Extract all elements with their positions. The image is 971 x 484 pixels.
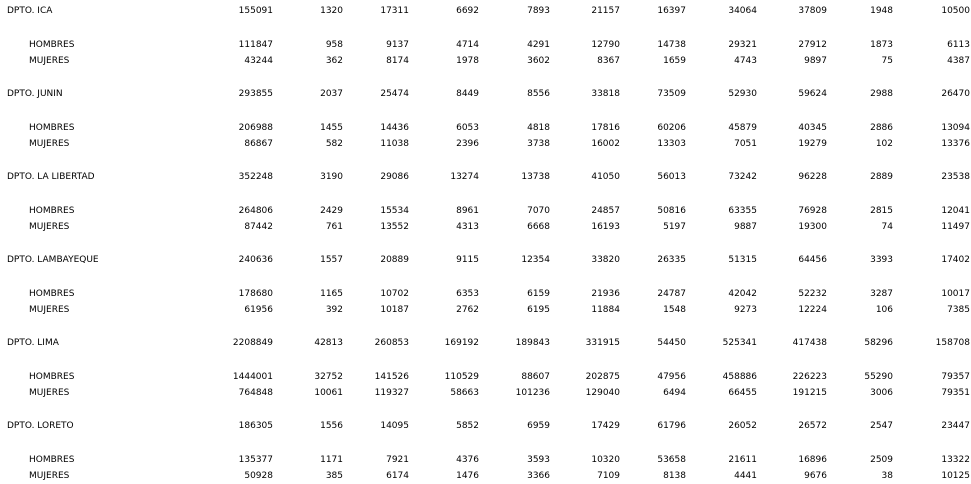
value-cell: 42042 xyxy=(728,289,757,299)
value-cell: 12354 xyxy=(521,255,550,265)
value-cell: 24857 xyxy=(591,206,620,216)
value-cell: 11038 xyxy=(380,139,409,149)
value-cell: 362 xyxy=(325,56,343,66)
value-cell: 6668 xyxy=(527,222,550,232)
value-cell: 1948 xyxy=(870,6,893,16)
value-cell: 13738 xyxy=(521,172,550,182)
value-cell: 135377 xyxy=(238,455,273,465)
value-cell: 52232 xyxy=(798,289,827,299)
value-cell: 1320 xyxy=(320,6,343,16)
value-cell: 53658 xyxy=(657,455,686,465)
value-cell: 1978 xyxy=(456,56,479,66)
value-cell: 3602 xyxy=(527,56,550,66)
value-cell: 27912 xyxy=(798,40,827,50)
value-cell: 7921 xyxy=(386,455,409,465)
mujeres-row xyxy=(0,54,971,68)
value-cell: 52930 xyxy=(728,89,757,99)
value-cell: 2988 xyxy=(870,89,893,99)
value-cell: 3190 xyxy=(320,172,343,182)
value-cell: 50928 xyxy=(244,471,273,481)
value-cell: 8174 xyxy=(386,56,409,66)
value-cell: 20889 xyxy=(380,255,409,265)
value-cell: 101236 xyxy=(515,388,550,398)
value-cell: 54450 xyxy=(657,338,686,348)
value-cell: 87442 xyxy=(244,222,273,232)
department-name: DPTO. JUNIN xyxy=(7,89,63,99)
value-cell: 582 xyxy=(325,139,343,149)
value-cell: 64456 xyxy=(798,255,827,265)
value-cell: 16896 xyxy=(798,455,827,465)
value-cell: 25474 xyxy=(380,89,409,99)
value-cell: 4313 xyxy=(456,222,479,232)
value-cell: 1165 xyxy=(320,289,343,299)
value-cell: 102 xyxy=(875,139,893,149)
value-cell: 16193 xyxy=(591,222,620,232)
value-cell: 1659 xyxy=(663,56,686,66)
value-cell: 14738 xyxy=(657,40,686,50)
value-cell: 37809 xyxy=(798,6,827,16)
value-cell: 11884 xyxy=(591,305,620,315)
value-cell: 21611 xyxy=(728,455,757,465)
value-cell: 2762 xyxy=(456,305,479,315)
value-cell: 3366 xyxy=(527,471,550,481)
hombres-row xyxy=(0,38,971,52)
value-cell: 5197 xyxy=(663,222,686,232)
row-label: MUJERES xyxy=(29,305,70,315)
value-cell: 2547 xyxy=(870,421,893,431)
hombres-row xyxy=(0,204,971,218)
value-cell: 10017 xyxy=(941,289,970,299)
value-cell: 41050 xyxy=(591,172,620,182)
value-cell: 58663 xyxy=(450,388,479,398)
value-cell: 129040 xyxy=(585,388,620,398)
hombres-row xyxy=(0,453,971,467)
value-cell: 1455 xyxy=(320,123,343,133)
value-cell: 186305 xyxy=(238,421,273,431)
value-cell: 15534 xyxy=(380,206,409,216)
value-cell: 79351 xyxy=(941,388,970,398)
value-cell: 17429 xyxy=(591,421,620,431)
value-cell: 352248 xyxy=(238,172,273,182)
value-cell: 73242 xyxy=(728,172,757,182)
row-label: MUJERES xyxy=(29,222,70,232)
value-cell: 761 xyxy=(325,222,343,232)
value-cell: 8961 xyxy=(456,206,479,216)
value-cell: 6113 xyxy=(947,40,970,50)
value-cell: 4376 xyxy=(456,455,479,465)
value-cell: 13303 xyxy=(657,139,686,149)
row-label: MUJERES xyxy=(29,388,70,398)
value-cell: 14095 xyxy=(380,421,409,431)
value-cell: 74 xyxy=(881,222,893,232)
value-cell: 958 xyxy=(325,40,343,50)
value-cell: 10125 xyxy=(941,471,970,481)
value-cell: 13274 xyxy=(450,172,479,182)
value-cell: 76928 xyxy=(798,206,827,216)
value-cell: 3393 xyxy=(870,255,893,265)
value-cell: 5852 xyxy=(456,421,479,431)
value-cell: 4387 xyxy=(947,56,970,66)
value-cell: 13322 xyxy=(941,455,970,465)
value-cell: 10320 xyxy=(591,455,620,465)
value-cell: 3287 xyxy=(870,289,893,299)
value-cell: 9897 xyxy=(804,56,827,66)
value-cell: 13094 xyxy=(941,123,970,133)
department-total-row xyxy=(0,4,971,18)
value-cell: 1556 xyxy=(320,421,343,431)
value-cell: 17311 xyxy=(380,6,409,16)
value-cell: 293855 xyxy=(238,89,273,99)
value-cell: 6159 xyxy=(527,289,550,299)
value-cell: 51315 xyxy=(728,255,757,265)
value-cell: 12041 xyxy=(941,206,970,216)
value-cell: 17402 xyxy=(941,255,970,265)
value-cell: 240636 xyxy=(238,255,273,265)
value-cell: 58296 xyxy=(864,338,893,348)
department-name: DPTO. LORETO xyxy=(7,421,74,431)
value-cell: 764848 xyxy=(238,388,273,398)
value-cell: 61796 xyxy=(657,421,686,431)
hombres-row xyxy=(0,121,971,135)
value-cell: 33818 xyxy=(591,89,620,99)
value-cell: 2396 xyxy=(456,139,479,149)
value-cell: 7070 xyxy=(527,206,550,216)
value-cell: 33820 xyxy=(591,255,620,265)
value-cell: 34064 xyxy=(728,6,757,16)
value-cell: 10187 xyxy=(380,305,409,315)
value-cell: 26335 xyxy=(657,255,686,265)
value-cell: 10061 xyxy=(314,388,343,398)
value-cell: 26470 xyxy=(941,89,970,99)
value-cell: 12224 xyxy=(798,305,827,315)
value-cell: 19279 xyxy=(798,139,827,149)
hombres-row xyxy=(0,287,971,301)
value-cell: 11497 xyxy=(941,222,970,232)
hombres-row xyxy=(0,370,971,384)
value-cell: 6174 xyxy=(386,471,409,481)
value-cell: 119327 xyxy=(374,388,409,398)
department-name: DPTO. LA LIBERTAD xyxy=(7,172,95,182)
value-cell: 63355 xyxy=(728,206,757,216)
value-cell: 385 xyxy=(325,471,343,481)
value-cell: 4291 xyxy=(527,40,550,50)
value-cell: 60206 xyxy=(657,123,686,133)
mujeres-row xyxy=(0,220,971,234)
mujeres-row xyxy=(0,137,971,151)
value-cell: 3593 xyxy=(527,455,550,465)
value-cell: 73509 xyxy=(657,89,686,99)
value-cell: 79357 xyxy=(941,372,970,382)
row-label: HOMBRES xyxy=(29,372,75,382)
value-cell: 40345 xyxy=(798,123,827,133)
value-cell: 50816 xyxy=(657,206,686,216)
value-cell: 155091 xyxy=(238,6,273,16)
department-total-row xyxy=(0,87,971,101)
value-cell: 189843 xyxy=(515,338,550,348)
value-cell: 7109 xyxy=(597,471,620,481)
value-cell: 1476 xyxy=(456,471,479,481)
value-cell: 6959 xyxy=(527,421,550,431)
value-cell: 392 xyxy=(325,305,343,315)
value-cell: 6053 xyxy=(456,123,479,133)
value-cell: 66455 xyxy=(728,388,757,398)
value-cell: 88607 xyxy=(521,372,550,382)
value-cell: 86867 xyxy=(244,139,273,149)
value-cell: 59624 xyxy=(798,89,827,99)
row-label: HOMBRES xyxy=(29,289,75,299)
mujeres-row xyxy=(0,469,971,483)
row-label: MUJERES xyxy=(29,56,70,66)
value-cell: 158708 xyxy=(935,338,970,348)
value-cell: 111847 xyxy=(238,40,273,50)
value-cell: 56013 xyxy=(657,172,686,182)
value-cell: 13376 xyxy=(941,139,970,149)
value-cell: 110529 xyxy=(444,372,479,382)
value-cell: 3738 xyxy=(527,139,550,149)
value-cell: 191215 xyxy=(792,388,827,398)
value-cell: 178680 xyxy=(238,289,273,299)
value-cell: 8367 xyxy=(597,56,620,66)
row-label: HOMBRES xyxy=(29,123,75,133)
value-cell: 7385 xyxy=(947,305,970,315)
value-cell: 1444001 xyxy=(232,372,273,382)
value-cell: 10702 xyxy=(380,289,409,299)
value-cell: 6494 xyxy=(663,388,686,398)
value-cell: 9273 xyxy=(734,305,757,315)
value-cell: 12790 xyxy=(591,40,620,50)
row-label: MUJERES xyxy=(29,471,70,481)
value-cell: 1548 xyxy=(663,305,686,315)
department-name: DPTO. LIMA xyxy=(7,338,59,348)
value-cell: 4441 xyxy=(734,471,757,481)
value-cell: 1171 xyxy=(320,455,343,465)
value-cell: 2889 xyxy=(870,172,893,182)
value-cell: 9676 xyxy=(804,471,827,481)
value-cell: 14436 xyxy=(380,123,409,133)
value-cell: 2037 xyxy=(320,89,343,99)
value-cell: 417438 xyxy=(792,338,827,348)
row-label: HOMBRES xyxy=(29,206,75,216)
department-total-row xyxy=(0,419,971,433)
mujeres-row xyxy=(0,386,971,400)
value-cell: 24787 xyxy=(657,289,686,299)
value-cell: 260853 xyxy=(374,338,409,348)
value-cell: 17816 xyxy=(591,123,620,133)
row-label: MUJERES xyxy=(29,139,70,149)
value-cell: 4818 xyxy=(527,123,550,133)
value-cell: 7051 xyxy=(734,139,757,149)
value-cell: 19300 xyxy=(798,222,827,232)
value-cell: 6692 xyxy=(456,6,479,16)
value-cell: 141526 xyxy=(374,372,409,382)
value-cell: 61956 xyxy=(244,305,273,315)
value-cell: 2429 xyxy=(320,206,343,216)
value-cell: 26572 xyxy=(798,421,827,431)
value-cell: 525341 xyxy=(722,338,757,348)
value-cell: 9887 xyxy=(734,222,757,232)
department-total-row xyxy=(0,253,971,267)
value-cell: 169192 xyxy=(444,338,479,348)
value-cell: 8449 xyxy=(456,89,479,99)
value-cell: 47956 xyxy=(657,372,686,382)
value-cell: 2815 xyxy=(870,206,893,216)
value-cell: 75 xyxy=(881,56,893,66)
value-cell: 7893 xyxy=(527,6,550,16)
value-cell: 3006 xyxy=(870,388,893,398)
value-cell: 206988 xyxy=(238,123,273,133)
department-total-row xyxy=(0,170,971,184)
value-cell: 264806 xyxy=(238,206,273,216)
value-cell: 43244 xyxy=(244,56,273,66)
department-name: DPTO. LAMBAYEQUE xyxy=(7,255,99,265)
value-cell: 42813 xyxy=(314,338,343,348)
value-cell: 21157 xyxy=(591,6,620,16)
value-cell: 16397 xyxy=(657,6,686,16)
value-cell: 6195 xyxy=(527,305,550,315)
value-cell: 8138 xyxy=(663,471,686,481)
value-cell: 13552 xyxy=(380,222,409,232)
value-cell: 106 xyxy=(875,305,893,315)
value-cell: 1557 xyxy=(320,255,343,265)
value-cell: 202875 xyxy=(585,372,620,382)
value-cell: 4714 xyxy=(456,40,479,50)
value-cell: 2886 xyxy=(870,123,893,133)
department-total-row xyxy=(0,336,971,350)
value-cell: 6353 xyxy=(456,289,479,299)
value-cell: 9115 xyxy=(456,255,479,265)
value-cell: 26052 xyxy=(728,421,757,431)
value-cell: 21936 xyxy=(591,289,620,299)
value-cell: 4743 xyxy=(734,56,757,66)
value-cell: 29321 xyxy=(728,40,757,50)
value-cell: 8556 xyxy=(527,89,550,99)
value-cell: 2208849 xyxy=(232,338,273,348)
value-cell: 9137 xyxy=(386,40,409,50)
value-cell: 10500 xyxy=(941,6,970,16)
value-cell: 23538 xyxy=(941,172,970,182)
department-name: DPTO. ICA xyxy=(7,6,53,16)
value-cell: 45879 xyxy=(728,123,757,133)
value-cell: 96228 xyxy=(798,172,827,182)
value-cell: 1873 xyxy=(870,40,893,50)
value-cell: 226223 xyxy=(792,372,827,382)
value-cell: 331915 xyxy=(585,338,620,348)
value-cell: 2509 xyxy=(870,455,893,465)
value-cell: 16002 xyxy=(591,139,620,149)
row-label: HOMBRES xyxy=(29,455,75,465)
value-cell: 55290 xyxy=(864,372,893,382)
mujeres-row xyxy=(0,303,971,317)
value-cell: 23447 xyxy=(941,421,970,431)
value-cell: 38 xyxy=(881,471,893,481)
value-cell: 29086 xyxy=(380,172,409,182)
value-cell: 458886 xyxy=(722,372,757,382)
row-label: HOMBRES xyxy=(29,40,75,50)
value-cell: 32752 xyxy=(314,372,343,382)
